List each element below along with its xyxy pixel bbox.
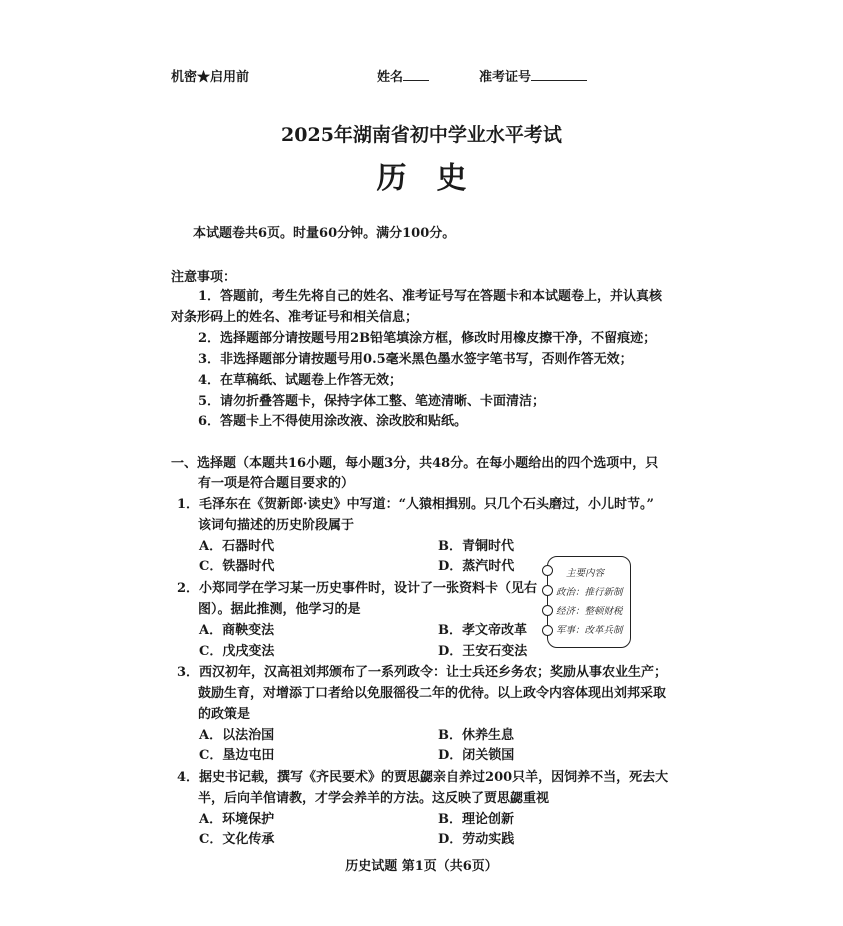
question-3-text-cont: 鼓励生育，对增添丁口者给以免服徭役二年的优待。以上政令内容体现出刘邦采取 [198, 686, 667, 701]
question-1-text-cont: 该词句描述的历史阶段属于 [198, 518, 355, 533]
section-heading: 一、选择题（本题共16小题，每小题3分，共48分。在每小题给出的四个选项中，只 [171, 456, 659, 471]
question-2-option-b: B．孝文帝改革 [438, 623, 527, 638]
exam-title: 2025年湖南省初中学业水平考试 [281, 124, 562, 146]
notice-line: 6．答题卡上不得使用涂改液、涂改胶和贴纸。 [198, 414, 468, 429]
confidential-label: 机密★启用前 [171, 70, 250, 85]
exam-number-blank [531, 68, 587, 81]
card-ring [542, 565, 553, 576]
question-1-option-d: D．蒸汽时代 [438, 559, 515, 574]
question-4-option-a: A．环境保护 [199, 812, 275, 827]
question-2-option-a: A．商鞅变法 [199, 623, 275, 638]
question-1-option-c: C．铁器时代 [199, 559, 275, 574]
notice-line: 5．请勿折叠答题卡，保持字体工整、笔迹清晰、卡面清洁； [198, 394, 546, 409]
card-ring [542, 585, 553, 596]
notice-line: 1．答题前，考生先将自己的姓名、准考证号写在答题卡和本试题卷上，并认真核 [198, 289, 663, 304]
card-ring [542, 605, 553, 616]
question-4-text-cont: 半，后向羊倌请教，才学会养羊的方法。这反映了贾思勰重视 [198, 791, 550, 806]
notice-line: 2．选择题部分请按题号用2B铅笔填涂方框，修改时用橡皮擦干净，不留痕迹； [198, 331, 657, 346]
question-3-text-cont: 的政策是 [198, 707, 251, 722]
notice-line: 3．非选择题部分请按题号用0.5毫米黑色墨水签字笔书写，否则作答无效； [198, 352, 633, 367]
question-1-text: 1．毛泽东在《贺新郎·读史》中写道：“人猿相揖别。只几个石头磨过，小儿时节。” [177, 497, 655, 512]
exam-number-field [479, 66, 587, 85]
card-line: 政治：推行新制 [556, 587, 623, 598]
card-ring [542, 625, 553, 636]
notice-line: 对条形码上的姓名、准考证号和相关信息； [171, 310, 419, 325]
question-2-option-c: C．戊戌变法 [199, 644, 275, 659]
notice-line: 4．在草稿纸、试题卷上作答无效； [198, 373, 403, 388]
question-4-option-d: D．劳动实践 [438, 832, 515, 847]
question-2-text: 2．小郑同学在学习某一历史事件时，设计了一张资料卡（见右 [177, 581, 538, 596]
question-3-option-d: D．闭关锁国 [438, 748, 515, 763]
question-3-option-a: A．以法治国 [199, 728, 275, 743]
question-3-option-b: B．休养生息 [438, 728, 514, 743]
question-3-text: 3．西汉初年，汉高祖刘邦颁布了一系列政令：让士兵还乡务农；奖励从事农业生产； [177, 665, 668, 680]
name-field [377, 66, 429, 85]
resource-card [547, 556, 631, 648]
question-2-option-d: D．王安石变法 [438, 644, 528, 659]
question-3-option-c: C．垦边屯田 [199, 748, 275, 763]
question-4-option-b: B．理论创新 [438, 812, 514, 827]
question-1-option-a: A．石器时代 [199, 539, 275, 554]
question-4-option-c: C．文化传承 [199, 832, 275, 847]
exam-number-label: 准考证号 [479, 70, 532, 85]
name-blank [403, 68, 429, 81]
notice-heading: 注意事项： [171, 270, 237, 285]
subject-title: 历史 [376, 161, 497, 196]
name-label: 姓名 [377, 70, 404, 85]
card-line: 军事：改革兵制 [556, 625, 623, 636]
page-footer: 历史试题 第1页（共6页） [345, 859, 498, 874]
card-line: 经济：整顿财税 [556, 606, 623, 617]
intro-text: 本试题卷共6页。时量60分钟。满分100分。 [193, 226, 456, 241]
question-1-option-b: B．青铜时代 [438, 539, 514, 554]
question-4-text: 4．据史书记载，撰写《齐民要术》的贾思勰亲自养过200只羊，因饲养不当，死去大 [177, 770, 669, 785]
section-heading-cont: 有一项是符合题目要求的） [198, 476, 355, 491]
question-2-text-cont: 图）。据此推测，他学习的是 [198, 602, 361, 617]
card-line: 主要内容 [566, 568, 605, 579]
